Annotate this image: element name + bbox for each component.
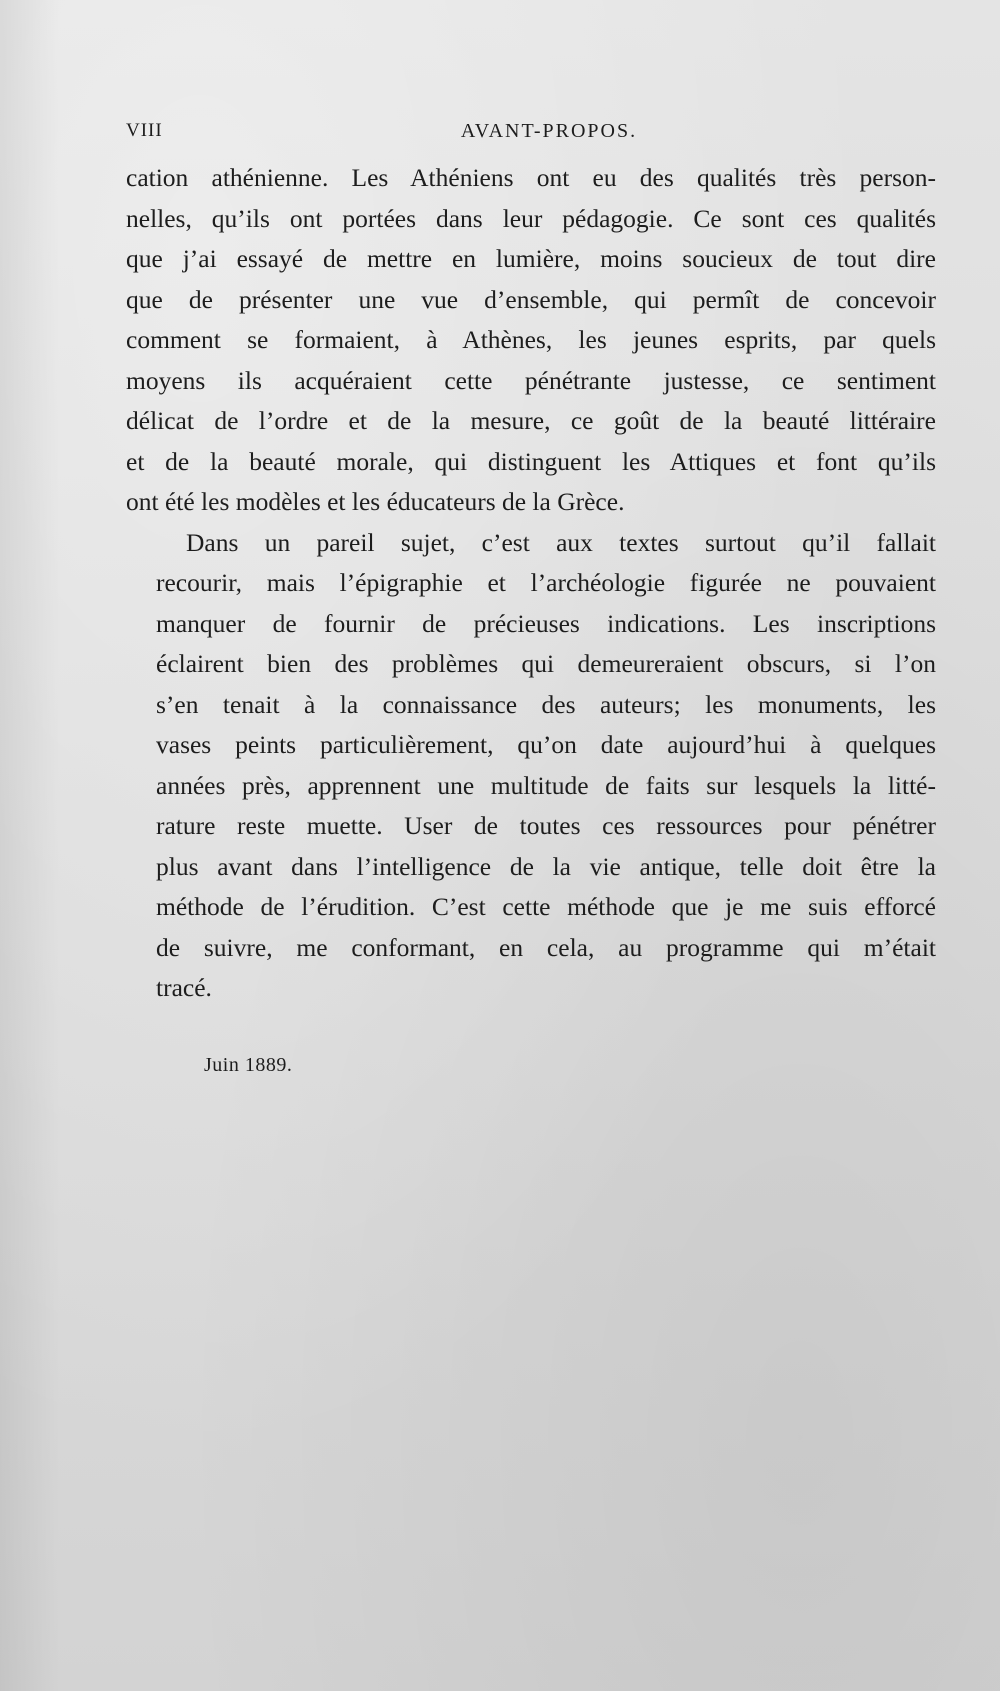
body-text bbox=[126, 158, 936, 1009]
text-line: recourir, mais l’épigraphie et l’archéologie figurée ne pouvaient bbox=[156, 568, 936, 597]
text-line: méthode de l’érudition. C’est cette méthode que je me suis efforcé bbox=[156, 892, 936, 921]
page-number: VIII bbox=[126, 120, 163, 141]
paragraph-1 bbox=[126, 158, 936, 523]
text-line: s’en tenait à la connaissance des auteurs; les monuments, les bbox=[156, 689, 936, 719]
text-line: que de présenter une vue d’ensemble, qui permît de concevoir bbox=[126, 284, 936, 314]
paragraph-2 bbox=[126, 523, 936, 1009]
date-line: Juin 1889. bbox=[204, 1054, 293, 1076]
text-line: délicat de l’ordre et de la mesure, ce goût de la beauté littéraire bbox=[126, 406, 936, 435]
text-line: vases peints particulièrement, qu’on date aujourd’hui à quelques bbox=[156, 730, 936, 759]
running-title: AVANT-PROPOS. bbox=[460, 120, 638, 142]
text-line: rature reste muette. User de toutes ces ressources pour pénétrer bbox=[156, 811, 936, 840]
text-line: et de la beauté morale, qui distinguent les Attiques et font qu’ils bbox=[126, 446, 936, 476]
text-line: tracé. bbox=[156, 973, 212, 1002]
text-line: moyens ils acquéraient cette pénétrante justesse, ce sentiment bbox=[126, 365, 936, 395]
text-line: éclairent bien des problèmes qui demeureraient obscurs, si l’on bbox=[156, 649, 936, 678]
text-line: nelles, qu’ils ont portées dans leur pédagogie. Ce sont ces qualités bbox=[126, 203, 936, 233]
text-line: ont été les modèles et les éducateurs de la Grèce. bbox=[126, 487, 625, 516]
text-line: manquer de fournir de précieuses indications. Les inscriptions bbox=[156, 608, 936, 638]
text-line: cation athénienne. Les Athéniens ont eu des qualités très person- bbox=[126, 163, 936, 192]
text-line: de suivre, me conformant, en cela, au programme qui m’était bbox=[156, 932, 936, 962]
text-line: comment se formaient, à Athènes, les jeunes esprits, par quels bbox=[126, 325, 936, 354]
gutter-shadow bbox=[0, 0, 60, 1691]
text-line: années près, apprennent une multitude de faits sur lesquels la litté- bbox=[156, 770, 936, 800]
running-head bbox=[126, 120, 912, 150]
text-line: Dans un pareil sujet, c’est aux textes surtout qu’il fallait bbox=[186, 527, 936, 557]
text-line: que j’ai essayé de mettre en lumière, moins soucieux de tout dire bbox=[126, 244, 936, 273]
text-line: plus avant dans l’intelligence de la vie antique, telle doit être la bbox=[156, 851, 936, 881]
